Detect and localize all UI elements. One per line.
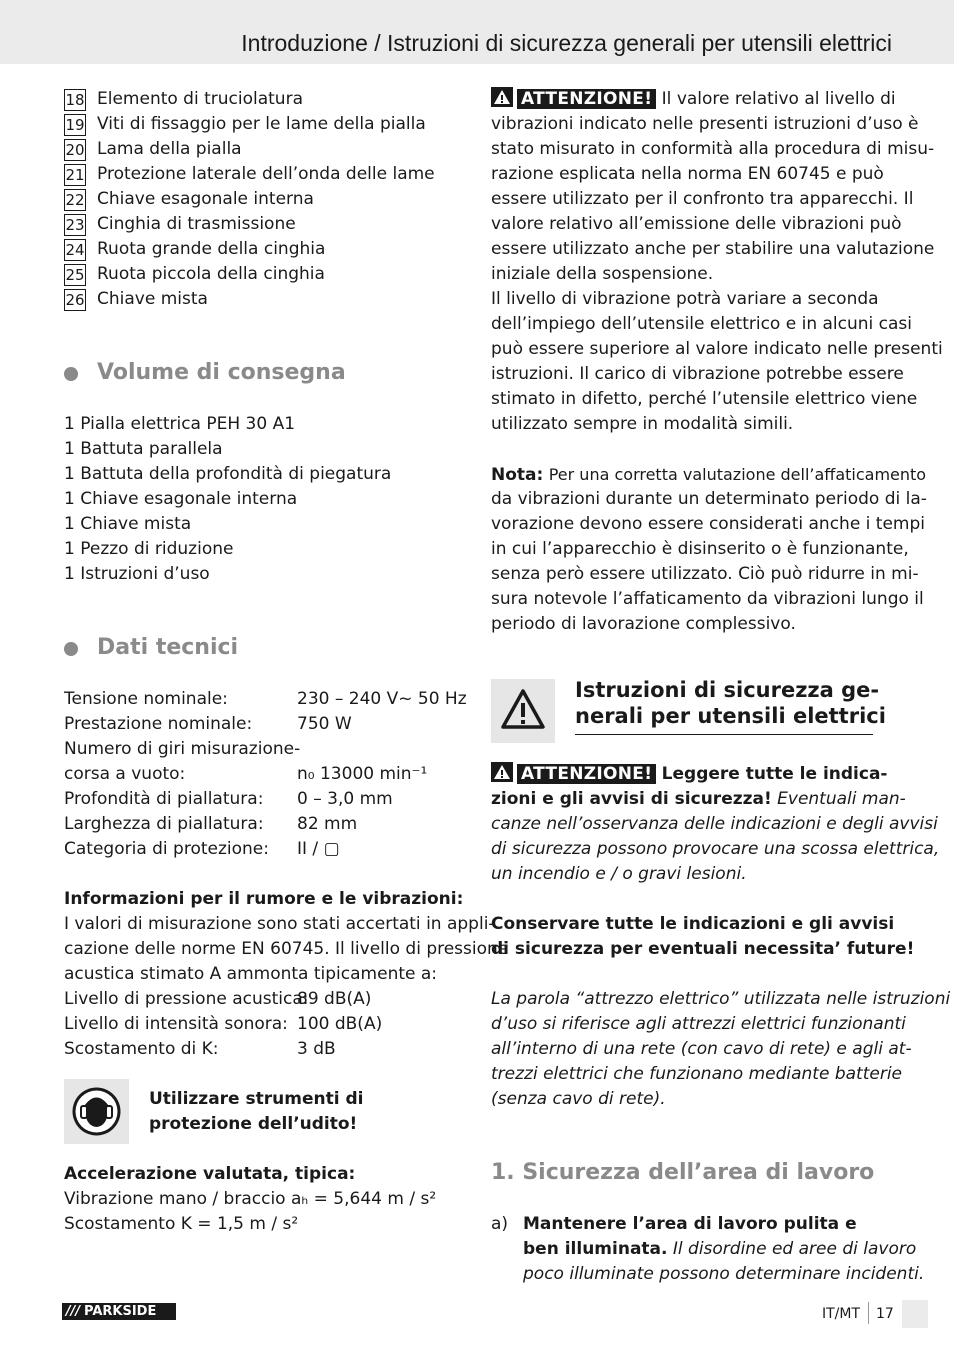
- delivery-item: 1 Battuta della profondità di piegatura: [64, 464, 392, 484]
- noise-label: Scostamento di K:: [64, 1039, 219, 1059]
- vibration-first-line: Il valore relativo al livello di: [661, 89, 896, 109]
- nota-line: sura notevole l’affaticamento da vibrazioni lungo il: [491, 589, 924, 609]
- nota-line: da vibrazioni durante un determinato periodo di la-: [491, 489, 927, 509]
- warning-triangle-icon: [491, 762, 513, 782]
- vibration-line: istruzioni. Il carico di vibrazione potrebbe essere: [491, 364, 904, 384]
- page-number: 17: [876, 1306, 894, 1322]
- delivery-item: 1 Chiave esagonale interna: [64, 489, 298, 509]
- warning-italic-line: di sicurezza possono provocare una scossa elettrica,: [491, 839, 940, 859]
- general-warning: [491, 762, 887, 787]
- delivery-heading: Volume di consegna: [97, 360, 346, 385]
- part-number: 22: [65, 191, 85, 209]
- keep-line: Conservare tutte le indicazioni e gli avvisi: [491, 914, 895, 934]
- delivery-item: 1 Istruzioni d’uso: [64, 564, 210, 584]
- noise-line: acustica stimato A ammonta tipicamente a:: [64, 964, 438, 984]
- section-heading: 1. Sicurezza dell’area di lavoro: [491, 1160, 875, 1185]
- part-number: 25: [65, 266, 85, 284]
- definition-line: d’uso si riferisce agli attrezzi elettrici funzionanti: [491, 1014, 906, 1034]
- nota-line: [491, 462, 926, 488]
- definition-line: (senza cavo di rete).: [491, 1089, 666, 1109]
- nota-label: Nota:: [491, 465, 544, 485]
- footer-divider: [868, 1302, 869, 1324]
- warning-line: [491, 787, 906, 812]
- warning-italic: Eventuali man-: [777, 789, 906, 809]
- delivery-item: 1 Pialla elettrica PEH 30 A1: [64, 414, 296, 434]
- part-label: Viti di fissaggio per le lame della pialla: [97, 114, 426, 134]
- nota-line: vorazione devono essere considerati anche i tempi: [491, 514, 926, 534]
- part-label: Chiave mista: [97, 289, 208, 309]
- ear-protection-text: protezione dell’udito!: [149, 1114, 358, 1134]
- vibration-line: dell’impiego dell’utensile elettrico e in alcuni casi: [491, 314, 912, 334]
- warning-triangle-icon: [491, 87, 513, 107]
- part-label: Lama della pialla: [97, 139, 242, 159]
- page-title: Introduzione / Istruzioni di sicurezza generali per utensili elettrici: [241, 30, 892, 56]
- tech-value: 230 – 240 V~ 50 Hz: [297, 689, 467, 709]
- vibration-line: vibrazioni indicato nelle presenti istruzioni d’uso è: [491, 114, 919, 134]
- tech-value: n₀ 13000 min⁻¹: [297, 764, 428, 784]
- accel-line: Vibrazione mano / braccio aₕ = 5,644 m / s²: [64, 1189, 437, 1209]
- part-number: 26: [65, 291, 85, 309]
- vibration-line: Il livello di vibrazione potrà variare a seconda: [491, 289, 879, 309]
- part-label: Ruota piccola della cinghia: [97, 264, 325, 284]
- item-line: [523, 1237, 916, 1262]
- tech-value: 750 W: [297, 714, 352, 734]
- noise-value: 89 dB(A): [297, 989, 372, 1009]
- warning-label: ATTENZIONE!: [517, 764, 656, 784]
- footer-tab: [902, 1300, 928, 1328]
- definition-line: trezzi elettrici che funzionano mediante batterie: [491, 1064, 903, 1084]
- part-number: 19: [65, 116, 85, 134]
- noise-label: Livello di pressione acustica:: [64, 989, 309, 1009]
- part-label: Cinghia di trasmissione: [97, 214, 296, 234]
- part-number: 24: [65, 241, 85, 259]
- noise-label: Livello di intensità sonora:: [64, 1014, 288, 1034]
- ear-protection-text: Utilizzare strumenti di: [149, 1089, 364, 1109]
- delivery-item: 1 Battuta parallela: [64, 439, 223, 459]
- brand: PARKSIDE: [84, 1304, 157, 1319]
- tech-label: Categoria di protezione:: [64, 839, 269, 859]
- item-italic: poco illuminate possono determinare incidenti.: [523, 1264, 925, 1284]
- tech-label: corsa a vuoto:: [64, 764, 186, 784]
- keep-line: di sicurezza per eventuali necessita’ future!: [491, 939, 915, 959]
- vibration-line: può essere superiore al valore indicato nelle presenti: [491, 339, 943, 359]
- vibration-line: razione esplicata nella norma EN 60745 e può: [491, 164, 884, 184]
- vibration-line: essere utilizzato anche per stabilire una valutazione: [491, 239, 935, 259]
- tech-label: Profondità di piallatura:: [64, 789, 264, 809]
- nota-line: in cui l’apparecchio è disinserito o è funzionante,: [491, 539, 909, 559]
- page-header: [0, 0, 954, 64]
- tech-label: Numero di giri misurazione-: [64, 739, 301, 759]
- tech-label: Larghezza di piallatura:: [64, 814, 264, 834]
- warning-bold: Leggere tutte le indica-: [661, 764, 888, 784]
- vibration-line: iniziale della sospensione.: [491, 264, 714, 284]
- bullet-icon: [64, 642, 78, 656]
- delivery-item: 1 Chiave mista: [64, 514, 192, 534]
- parkside-logo: [62, 1303, 176, 1320]
- warning-bold: zioni e gli avvisi di sicurezza!: [491, 789, 772, 809]
- definition-line: La parola “attrezzo elettrico” utilizzata nelle istruzioni: [491, 989, 951, 1009]
- noise-heading: Informazioni per il rumore e le vibrazioni:: [64, 889, 464, 909]
- part-number: 21: [65, 166, 85, 184]
- heading-underline: [575, 734, 873, 735]
- safety-heading: Istruzioni di sicurezza ge-: [575, 678, 880, 702]
- warning-italic-line: un incendio e / o gravi lesioni.: [491, 864, 747, 884]
- tech-label: Prestazione nominale:: [64, 714, 253, 734]
- nota-first: Per una corretta valutazione dell’affaticamento: [548, 465, 927, 484]
- item-bold: ben illuminata.: [523, 1239, 668, 1259]
- warning-italic-line: canze nell’osservanza delle indicazioni e degli avvisi: [491, 814, 938, 834]
- nota-line: periodo di lavorazione complessivo.: [491, 614, 796, 634]
- delivery-item: 1 Pezzo di riduzione: [64, 539, 234, 559]
- part-label: Chiave esagonale interna: [97, 189, 314, 209]
- nota-line: senza però essere utilizzato. Ciò può ridurre in mi-: [491, 564, 919, 584]
- item-bold: Mantenere l’area di lavoro pulita e: [523, 1214, 857, 1234]
- noise-line: I valori di misurazione sono stati accertati in appli-: [64, 914, 495, 934]
- tech-label: Tensione nominale:: [64, 689, 228, 709]
- warning-label: ATTENZIONE!: [517, 89, 656, 109]
- tech-value: 82 mm: [297, 814, 358, 834]
- noise-line: cazione delle norme EN 60745. Il livello di pressione: [64, 939, 509, 959]
- accel-line: Scostamento K = 1,5 m / s²: [64, 1214, 299, 1234]
- logo-slashes-icon: ///: [65, 1304, 81, 1319]
- tech-heading: Dati tecnici: [97, 635, 239, 660]
- vibration-line: utilizzato sempre in modalità simili.: [491, 414, 794, 434]
- part-number: 20: [65, 141, 85, 159]
- part-label: Protezione laterale dell’onda delle lame: [97, 164, 435, 184]
- part-number: 18: [65, 91, 85, 109]
- part-label: Ruota grande della cinghia: [97, 239, 326, 259]
- safety-heading: nerali per utensili elettrici: [575, 704, 886, 728]
- tech-value: 0 – 3,0 mm: [297, 789, 393, 809]
- ear-protection-icon: [64, 1079, 129, 1144]
- accel-heading: Accelerazione valutata, tipica:: [64, 1164, 356, 1184]
- part-number: 23: [65, 216, 85, 234]
- vibration-warning: [491, 87, 896, 112]
- item-marker: a): [491, 1214, 509, 1234]
- vibration-line: stato misurato in conformità alla procedura di misu-: [491, 139, 935, 159]
- footer-locale: IT/MT: [821, 1306, 860, 1322]
- vibration-line: valore relativo all’emissione delle vibrazioni può: [491, 214, 902, 234]
- vibration-line: essere utilizzato per il confronto tra apparecchi. Il: [491, 189, 914, 209]
- vibration-line: stimato in difetto, perché l’utensile elettrico viene: [491, 389, 918, 409]
- safety-warning-icon: [491, 679, 555, 743]
- bullet-icon: [64, 367, 78, 381]
- noise-value: 100 dB(A): [297, 1014, 383, 1034]
- tech-value: II / ▢: [297, 839, 340, 859]
- noise-value: 3 dB: [297, 1039, 336, 1059]
- item-italic: Il disordine ed aree di lavoro: [672, 1239, 917, 1259]
- part-label: Elemento di truciolatura: [97, 89, 303, 109]
- definition-line: all’interno di una rete (con cavo di rete) e agli at-: [491, 1039, 912, 1059]
